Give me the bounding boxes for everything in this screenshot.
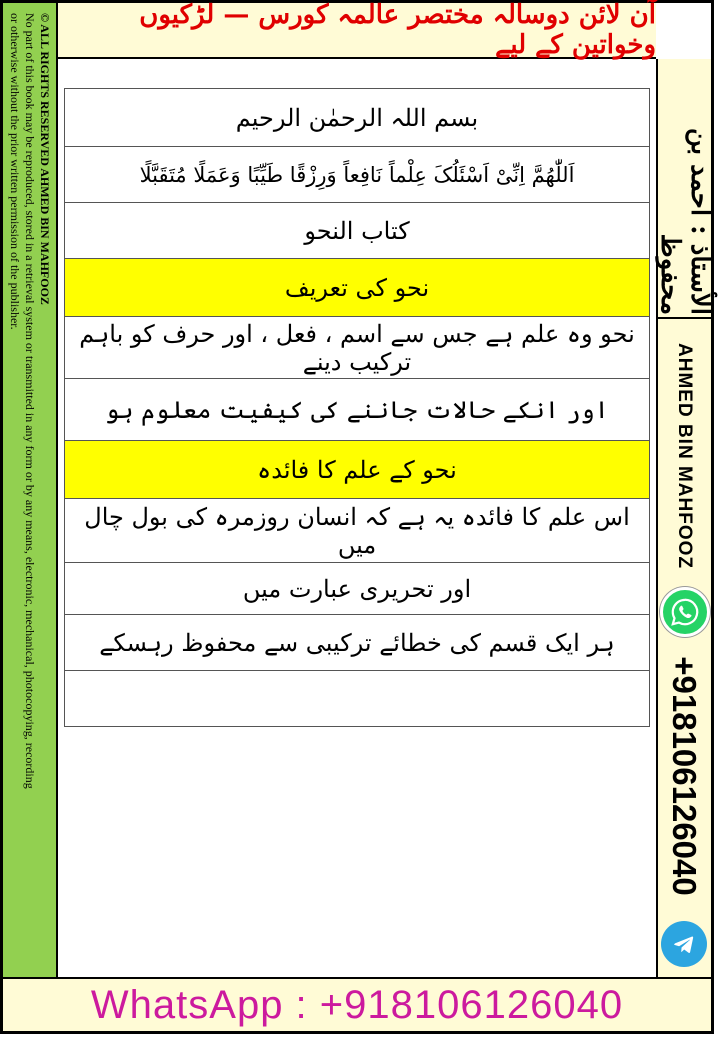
row-text: بسم اللہ الرحمٰن الرحیم: [65, 89, 650, 147]
row-text: اَللّٰھُمَّ اِنِّیْ اَسْئَلُکَ عِلْماً نَافِعاً وَرِزْقًا طَیِّبًا وَعَمَلًا مُتَقَبَّلًا: [65, 147, 650, 203]
row-text: اس علم کا فائدہ یہ ہے کہ انسان روزمرہ کی بول چال میں: [65, 499, 650, 563]
table-row: [65, 379, 650, 441]
copyright-text: [3, 3, 58, 977]
section-heading-row: [65, 441, 650, 499]
phone-number-vertical: +918106126040: [666, 656, 703, 896]
row-text: کتاب النحو: [65, 203, 650, 259]
teacher-name-english: AHMED BIN MAHFOOZ: [674, 343, 695, 569]
paper-plane-icon: [670, 930, 698, 958]
whatsapp-icon[interactable]: [660, 587, 710, 637]
table-row: [65, 671, 650, 727]
copyright-notice-1: No part of this book may be reproduced, stored in a retrieval system or transmitted in any form or by any means, electronic, mechanical, photocopying, recording: [23, 13, 37, 789]
course-title: آن لائن دوسالہ مختصر عالمہ کورس — لڑکیوں وخواتین کے لیے: [139, 0, 656, 60]
table-row: [65, 89, 650, 147]
row-text: [65, 671, 650, 727]
row-text: نحو وہ علم ہے جس سے اسم ، فعل ، اور حرف کو باہم ترکیب دینے: [65, 317, 650, 379]
table-row: [65, 563, 650, 615]
whatsapp-footer: [3, 977, 711, 1031]
copyright-notice-2: or otherwise without the prior written permission of the publisher.: [8, 13, 22, 330]
row-text: اور تحریری عبارت میں: [65, 563, 650, 615]
copyright-strip: [3, 3, 58, 977]
teacher-name-box: [658, 321, 711, 589]
table-row: [65, 615, 650, 671]
teacher-name-urdu: الأستاذ : احمد بن محفوظ: [655, 128, 715, 315]
phone-handset-icon: [670, 597, 700, 627]
row-text: نحو کی تعریف: [65, 259, 650, 317]
phone-number-box: [658, 645, 711, 907]
section-heading-row: [65, 259, 650, 317]
table-row: [65, 203, 650, 259]
table-row: [65, 147, 650, 203]
contact-sidebar: [655, 59, 715, 977]
row-text: نحو کے علم کا فائدہ: [65, 441, 650, 499]
whatsapp-contact-text[interactable]: WhatsApp : +918106126040: [90, 982, 624, 1027]
teacher-box: [655, 59, 715, 319]
copyright-heading: © ALL RIGHTS RESERVED AHMED BIN MAHFOOZ: [38, 13, 52, 305]
table-row: [65, 499, 650, 563]
row-text: ہر ایک قسم کی خطائے ترکیبی سے محفوظ رہسکے: [65, 615, 650, 671]
course-title-banner: [58, 0, 656, 60]
row-text: اور انکے حالات جاننے کی کیفیت معلوم ہو: [65, 379, 650, 441]
telegram-icon[interactable]: [661, 921, 707, 967]
lesson-table: [64, 88, 650, 727]
table-row: [65, 317, 650, 379]
